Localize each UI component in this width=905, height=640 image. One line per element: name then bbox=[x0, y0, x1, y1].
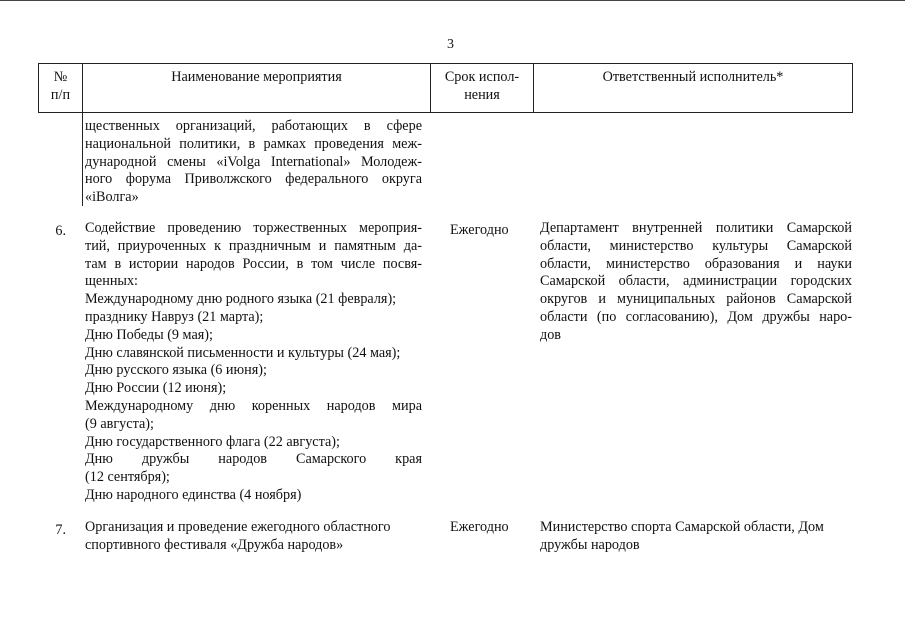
row-title-line: Организация и проведение ежегодного областного bbox=[85, 519, 391, 535]
list-item: Международному дню коренных народов мира bbox=[85, 397, 422, 414]
row-number: 7. bbox=[55, 522, 66, 538]
row-responsible bbox=[540, 519, 852, 555]
list-item: Дню дружбы народов Самарского края bbox=[85, 451, 422, 468]
page-number: 3 bbox=[447, 37, 454, 52]
responsible-line: области, министерство культуры Самарской bbox=[540, 237, 852, 254]
responsible-line: дружбы народов bbox=[540, 536, 640, 553]
continuation-line: дународной смены «iVolga International» Молодеж- bbox=[85, 153, 422, 170]
header-col-responsible bbox=[533, 63, 853, 113]
row-title-line: спортивного фестиваля «Дружба народов» bbox=[85, 536, 344, 553]
page-top-border bbox=[0, 0, 905, 1]
row-number: 6. bbox=[55, 223, 66, 239]
header-col-number bbox=[38, 63, 82, 113]
row-title-line: тий, приуроченных к праздничным и памятным да- bbox=[85, 237, 422, 254]
list-item: Дню государственного флага (22 августа); bbox=[85, 433, 340, 450]
continuation-line: национальной политики, в рамках проведения меж- bbox=[85, 135, 422, 152]
row-title-line: щенных: bbox=[85, 273, 138, 290]
list-item: Дню России (12 июня); bbox=[85, 380, 227, 397]
list-item: (12 сентября); bbox=[85, 469, 170, 486]
list-item: (9 августа); bbox=[85, 415, 154, 432]
list-item: Дню славянской письменности и культуры (24 мая); bbox=[85, 344, 401, 361]
continuation-line: щественных организаций, работающих в сфере bbox=[85, 118, 422, 134]
responsible-line: Министерство спорта Самарской области, Дом bbox=[540, 519, 824, 535]
responsible-line: округов и муниципальных районов Самарской bbox=[540, 291, 852, 308]
header-col-number-line2: п/п bbox=[50, 86, 71, 103]
responsible-line: дов bbox=[540, 326, 562, 343]
continuation-rule bbox=[82, 113, 83, 206]
responsible-line: области, министерство образования и науки bbox=[540, 255, 852, 272]
continuation-text bbox=[85, 118, 422, 207]
header-col-name-label: Наименование мероприятия bbox=[171, 69, 342, 85]
header-col-name bbox=[82, 63, 430, 113]
row-title-line: там в истории народов России, в том числе посвя- bbox=[85, 255, 422, 272]
responsible-line: Самарской области, администрации городских bbox=[540, 273, 852, 290]
header-col-responsible-label: Ответственный исполнитель* bbox=[602, 69, 784, 85]
responsible-line: Департамент внутренней политики Самарской bbox=[540, 220, 852, 236]
row-description bbox=[85, 220, 422, 505]
continuation-line: ного форума Приволжского федерального округа bbox=[85, 171, 422, 188]
continuation-line: «iВолга» bbox=[85, 189, 139, 206]
row-responsible bbox=[540, 220, 852, 345]
row-term: Ежегодно bbox=[450, 519, 509, 535]
row-title-line: Содействие проведению торжественных мероприя- bbox=[85, 220, 422, 236]
header-col-term-line1: Срок испол- bbox=[444, 69, 520, 85]
list-item: Дню русского языка (6 июня); bbox=[85, 362, 267, 379]
row-description bbox=[85, 519, 422, 555]
list-item: Дню Победы (9 мая); bbox=[85, 326, 213, 343]
header-col-term-line2: нения bbox=[464, 86, 500, 103]
list-item: Дню народного единства (4 ноября) bbox=[85, 486, 302, 503]
header-col-number-line1: № bbox=[53, 69, 68, 85]
list-item: празднику Навруз (21 марта); bbox=[85, 308, 264, 325]
responsible-line: области (по согласованию), Дом дружбы наро- bbox=[540, 308, 852, 325]
row-term: Ежегодно bbox=[450, 222, 509, 238]
list-item: Международному дню родного языка (21 февраля); bbox=[85, 291, 397, 308]
header-col-term bbox=[430, 63, 533, 113]
